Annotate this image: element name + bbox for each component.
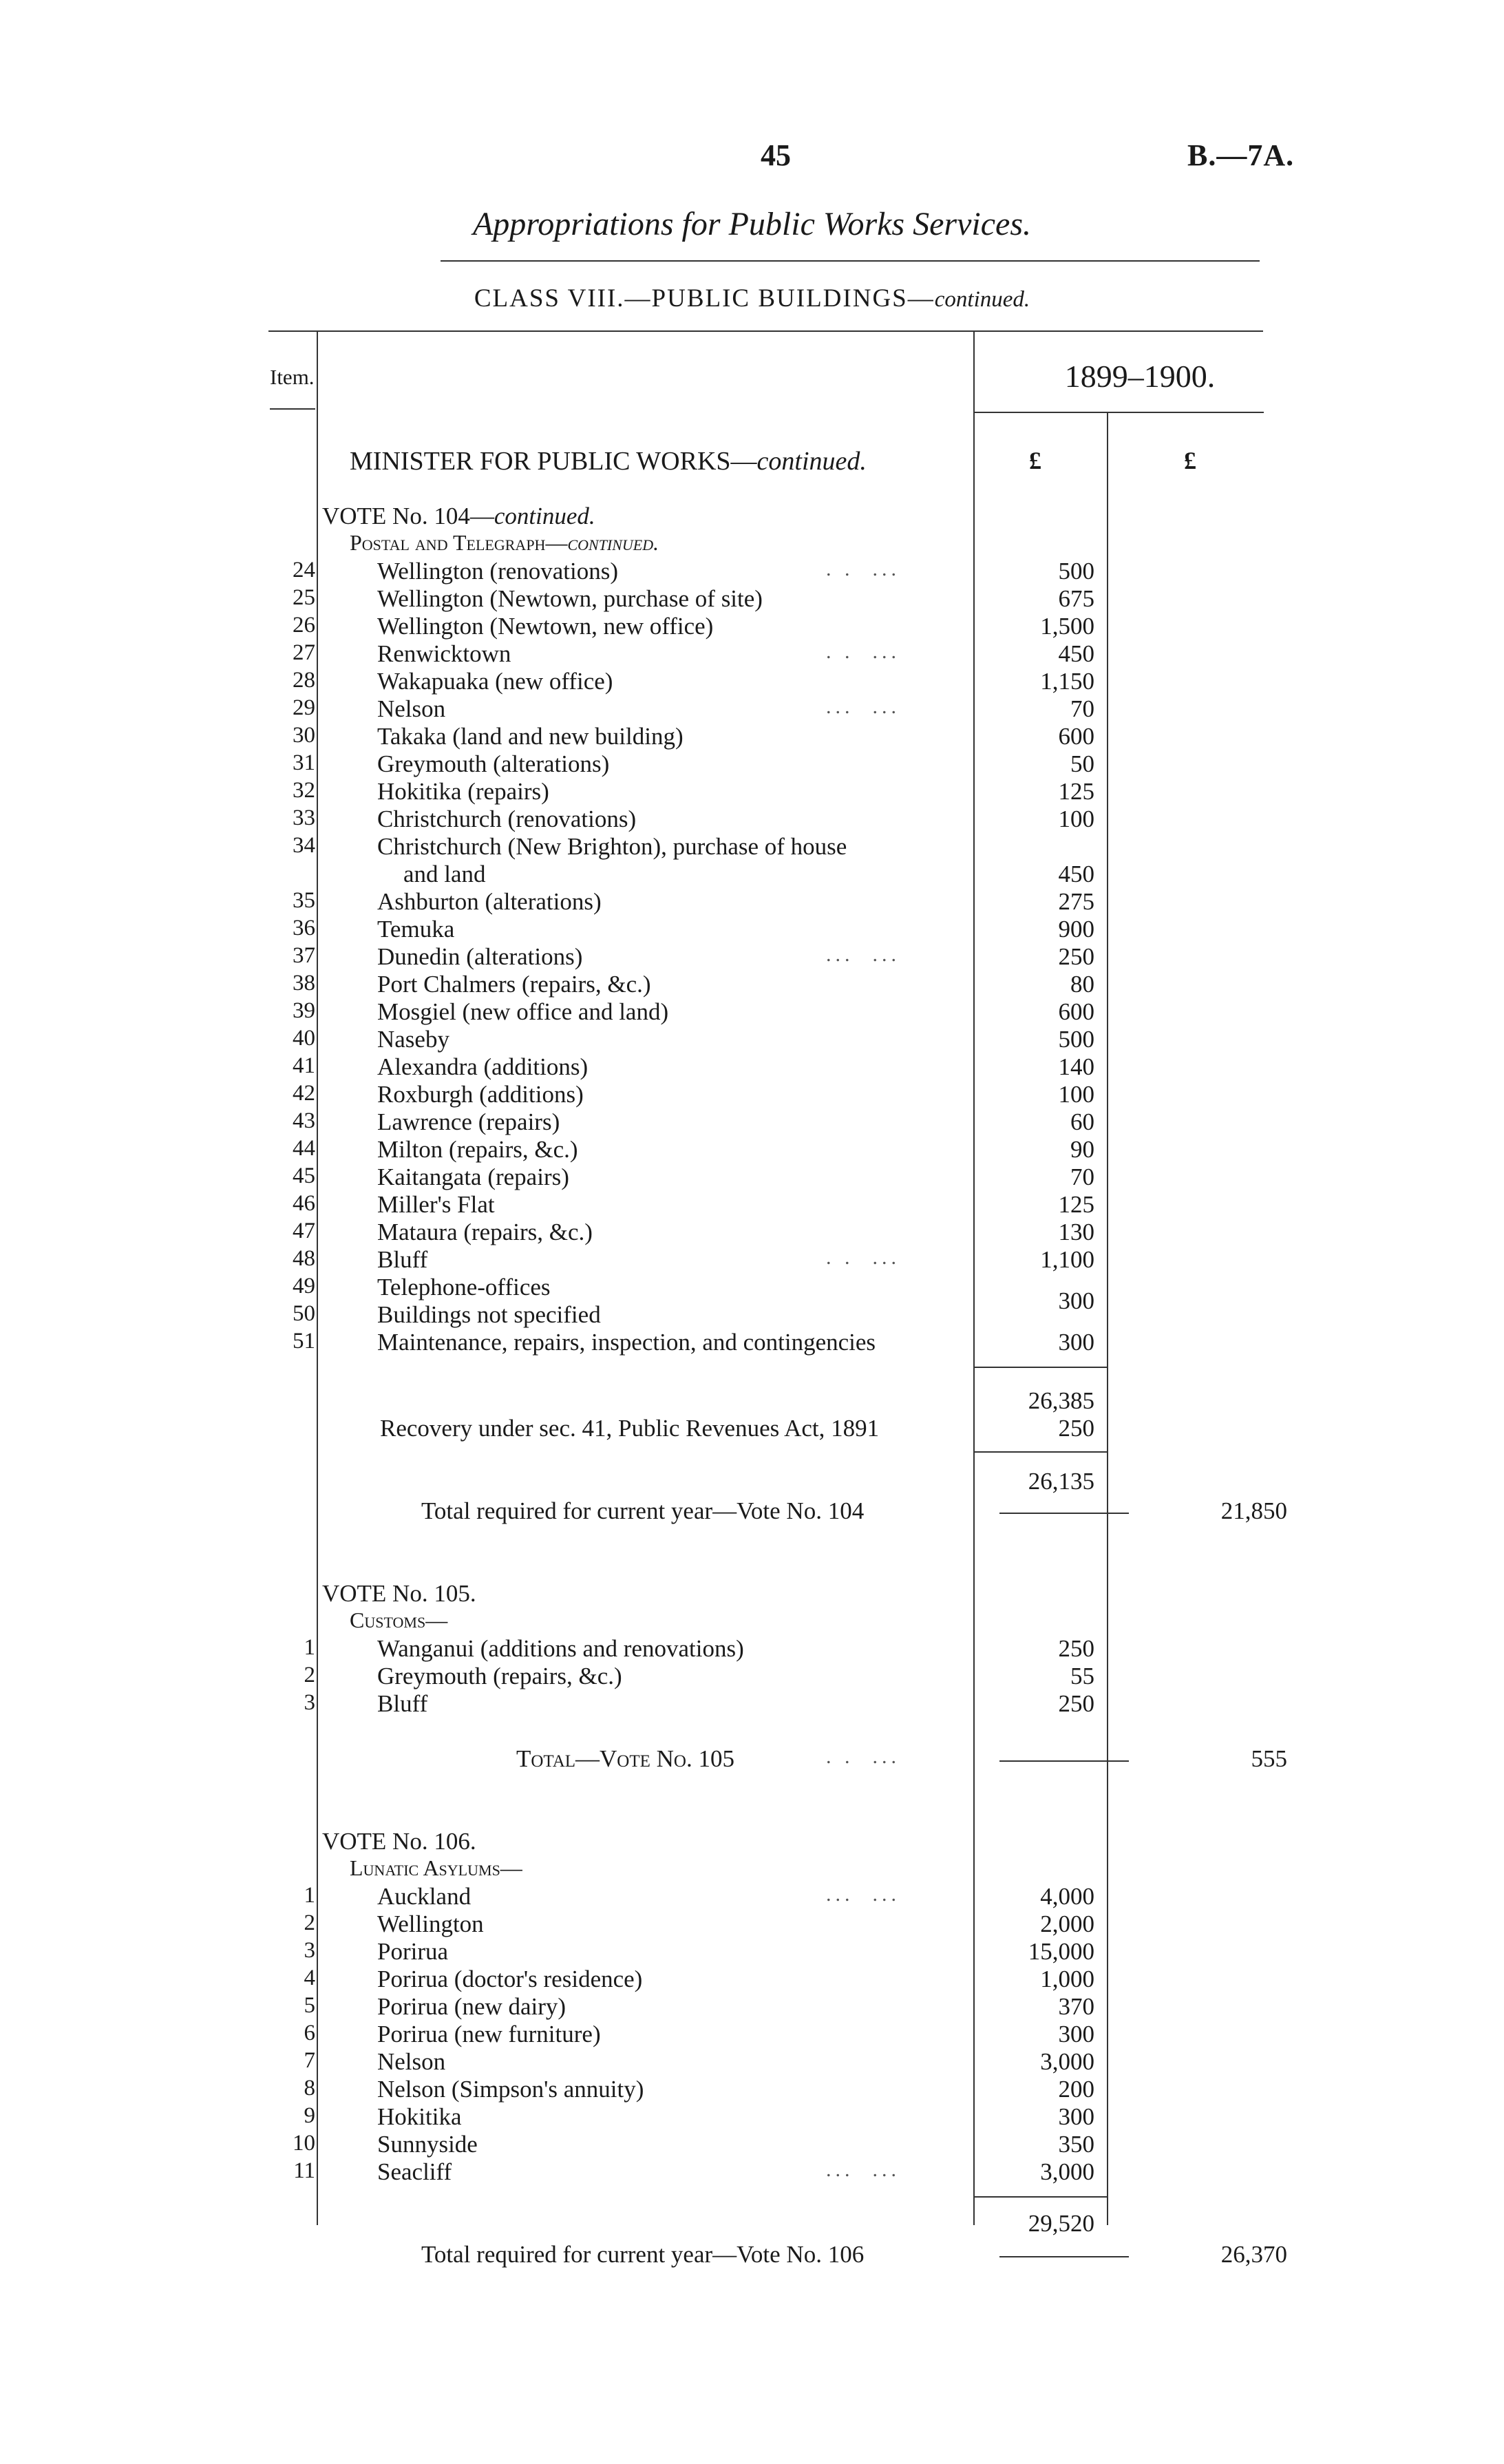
item-number: 38 bbox=[293, 971, 315, 996]
leader-dots: ... ... bbox=[826, 2158, 900, 2181]
item-number: 43 bbox=[293, 1108, 315, 1133]
bracketed-amount: 300 bbox=[1058, 1287, 1094, 1314]
item-description: Alexandra (additions) bbox=[377, 1053, 589, 1080]
item-number: 37 bbox=[293, 943, 315, 968]
item-description-continued: and land bbox=[403, 861, 486, 887]
item-description: Takaka (land and new building) bbox=[377, 723, 684, 750]
item-description: Lawrence (repairs) bbox=[377, 1108, 560, 1135]
item-description: Port Chalmers (repairs, &c.) bbox=[377, 971, 651, 998]
item-amount: 200 bbox=[1058, 2076, 1094, 2103]
leader-dots: ... ... bbox=[826, 1883, 900, 1906]
item-description: Porirua bbox=[377, 1938, 449, 1965]
item-number: 9 bbox=[304, 2103, 315, 2128]
page-title: Appropriations for Public Works Services. bbox=[472, 206, 1032, 242]
item-number: 29 bbox=[293, 695, 315, 720]
item-amount: 140 bbox=[1058, 1053, 1094, 1080]
amount-column-line bbox=[973, 332, 975, 2225]
vote-105-total: 555 bbox=[1251, 1745, 1287, 1772]
item-number: 51 bbox=[293, 1329, 315, 1354]
item-description: Bluff bbox=[377, 1690, 428, 1717]
item-description: Sunnyside bbox=[377, 2131, 478, 2158]
vote-105-subheading: Customs— bbox=[350, 1608, 448, 1632]
item-number: 36 bbox=[293, 916, 315, 940]
item-number: 39 bbox=[293, 998, 315, 1023]
vote-106-subtotal: 29,520 bbox=[1028, 2210, 1094, 2237]
item-amount: 1,000 bbox=[1040, 1966, 1094, 1992]
item-description: Dunedin (alterations) bbox=[377, 943, 583, 970]
document-reference: B.—7A. bbox=[1187, 138, 1295, 172]
item-number: 2 bbox=[304, 1910, 315, 1935]
recovery-amount: 250 bbox=[1058, 1415, 1094, 1442]
leader-dots: . . ... bbox=[826, 558, 900, 580]
pound-symbol-left: £ bbox=[1029, 447, 1041, 474]
item-number: 1 bbox=[304, 1883, 315, 1908]
item-amount: 250 bbox=[1058, 1635, 1094, 1662]
item-description: Christchurch (New Brighton), purchase of house bbox=[377, 833, 847, 860]
item-number: 4 bbox=[304, 1966, 315, 1990]
year-column-header: 1899–1900. bbox=[1064, 359, 1216, 394]
item-amount: 500 bbox=[1058, 1026, 1094, 1053]
item-amount: 100 bbox=[1058, 805, 1094, 832]
item-number: 30 bbox=[293, 723, 315, 748]
item-description: Nelson bbox=[377, 2048, 446, 2075]
item-amount: 70 bbox=[1070, 695, 1094, 722]
item-amount: 1,100 bbox=[1040, 1246, 1094, 1273]
vote-104-subtotal: 26,385 bbox=[1028, 1387, 1094, 1414]
item-amount: 675 bbox=[1058, 585, 1094, 612]
item-amount: 125 bbox=[1058, 1191, 1094, 1218]
item-number: 45 bbox=[293, 1163, 315, 1188]
item-amount: 250 bbox=[1058, 943, 1094, 970]
item-number: 44 bbox=[293, 1136, 315, 1161]
item-column-line bbox=[317, 332, 318, 2225]
item-number: 2 bbox=[304, 1663, 315, 1687]
item-amount: 1,500 bbox=[1040, 613, 1094, 640]
item-description: Nelson bbox=[377, 695, 446, 722]
item-description: Greymouth (repairs, &c.) bbox=[377, 1663, 622, 1689]
vote-106-total-label: Total required for current year—Vote No. 106 bbox=[421, 2241, 865, 2268]
vote-106-heading: VOTE No. 106. bbox=[322, 1828, 476, 1855]
item-number: 24 bbox=[293, 558, 315, 582]
item-number: 35 bbox=[293, 888, 315, 913]
item-amount: 300 bbox=[1058, 2103, 1094, 2130]
item-number: 3 bbox=[304, 1690, 315, 1715]
item-number: 48 bbox=[293, 1246, 315, 1271]
leader-dots: . . ... bbox=[826, 640, 900, 663]
item-number: 25 bbox=[293, 585, 315, 610]
item-description: Roxburgh (additions) bbox=[377, 1081, 584, 1108]
subtotal-rule bbox=[975, 1367, 1107, 1368]
item-amount: 100 bbox=[1058, 1081, 1094, 1108]
item-number: 40 bbox=[293, 1026, 315, 1051]
item-description: Auckland bbox=[377, 1883, 472, 1910]
title-rule bbox=[441, 260, 1260, 262]
item-description: Wellington (Newtown, new office) bbox=[377, 613, 714, 640]
vote-104-total-label: Total required for current year—Vote No. 104 bbox=[421, 1497, 865, 1524]
leader-dots: . . ... bbox=[826, 1246, 900, 1269]
item-amount: 450 bbox=[1058, 861, 1094, 887]
leader-dots: . . ... bbox=[826, 1745, 900, 1768]
item-description: Buildings not specified bbox=[377, 1301, 601, 1328]
item-description: Miller's Flat bbox=[377, 1191, 495, 1218]
vote-104-net: 26,135 bbox=[1028, 1468, 1094, 1495]
total-dash bbox=[999, 1513, 1129, 1514]
item-number: 27 bbox=[293, 640, 315, 665]
vote-104-heading: VOTE No. 104—continued. bbox=[322, 503, 595, 529]
item-amount: 450 bbox=[1058, 640, 1094, 667]
item-description: Hokitika bbox=[377, 2103, 462, 2130]
item-description: Porirua (new furniture) bbox=[377, 2021, 601, 2047]
item-amount: 15,000 bbox=[1028, 1938, 1094, 1965]
item-number: 7 bbox=[304, 2048, 315, 2073]
item-description: Porirua (doctor's residence) bbox=[377, 1966, 643, 1992]
item-number: 42 bbox=[293, 1081, 315, 1106]
item-amount: 125 bbox=[1058, 778, 1094, 805]
vote-104-total: 21,850 bbox=[1220, 1497, 1287, 1524]
item-description: Ashburton (alterations) bbox=[377, 888, 602, 915]
item-description: Bluff bbox=[377, 1246, 428, 1273]
item-description: Renwicktown bbox=[377, 640, 511, 667]
item-description: Porirua (new dairy) bbox=[377, 1993, 566, 2020]
table-top-rule bbox=[268, 330, 1263, 332]
item-description: Mosgiel (new office and land) bbox=[377, 998, 669, 1025]
item-amount: 60 bbox=[1070, 1108, 1094, 1135]
item-description: Temuka bbox=[377, 916, 455, 943]
item-amount: 500 bbox=[1058, 558, 1094, 585]
item-amount: 90 bbox=[1070, 1136, 1094, 1163]
leader-dots: ... ... bbox=[826, 943, 900, 966]
recovery-label: Recovery under sec. 41, Public Revenues Act, 1891 bbox=[380, 1415, 880, 1442]
item-amount: 250 bbox=[1058, 1690, 1094, 1717]
item-description: Milton (repairs, &c.) bbox=[377, 1136, 578, 1163]
item-number: 8 bbox=[304, 2076, 315, 2100]
item-amount: 80 bbox=[1070, 971, 1094, 998]
item-description: Telephone-offices bbox=[377, 1274, 551, 1301]
net-rule bbox=[975, 1451, 1107, 1453]
item-number: 33 bbox=[293, 805, 315, 830]
item-number: 32 bbox=[293, 778, 315, 803]
item-amount: 600 bbox=[1058, 723, 1094, 750]
item-amount: 3,000 bbox=[1040, 2048, 1094, 2075]
subtotal-rule bbox=[975, 2196, 1107, 2198]
item-description: Maintenance, repairs, inspection, and contingencies bbox=[377, 1329, 876, 1356]
item-description: Wellington bbox=[377, 1910, 484, 1937]
item-description: Mataura (repairs, &c.) bbox=[377, 1219, 593, 1245]
item-description: Nelson (Simpson's annuity) bbox=[377, 2076, 644, 2103]
vote-105-total-label: Total—Vote No. 105 bbox=[516, 1745, 734, 1772]
class-heading: CLASS VIII.—PUBLIC BUILDINGS—continued. bbox=[474, 284, 1030, 313]
leader-dots: ... ... bbox=[826, 695, 900, 718]
total-dash bbox=[999, 1760, 1129, 1762]
item-column-header: Item. bbox=[270, 365, 315, 389]
item-header-rule bbox=[270, 408, 315, 410]
item-amount: 2,000 bbox=[1040, 1910, 1094, 1937]
item-amount: 55 bbox=[1070, 1663, 1094, 1689]
item-number: 1 bbox=[304, 1635, 315, 1660]
item-number: 50 bbox=[293, 1301, 315, 1326]
item-amount: 1,150 bbox=[1040, 668, 1094, 695]
item-number: 26 bbox=[293, 613, 315, 638]
year-header-rule bbox=[975, 412, 1264, 413]
item-description: Wanganui (additions and renovations) bbox=[377, 1635, 744, 1662]
page-number: 45 bbox=[761, 138, 791, 172]
subtotal-column-line bbox=[1107, 413, 1108, 2225]
item-amount: 300 bbox=[1058, 2021, 1094, 2047]
item-amount: 130 bbox=[1058, 1219, 1094, 1245]
item-description: Kaitangata (repairs) bbox=[377, 1163, 569, 1190]
item-amount: 275 bbox=[1058, 888, 1094, 915]
item-amount: 370 bbox=[1058, 1993, 1094, 2020]
item-amount: 900 bbox=[1058, 916, 1094, 943]
item-number: 3 bbox=[304, 1938, 315, 1963]
item-number: 41 bbox=[293, 1053, 315, 1078]
item-number: 28 bbox=[293, 668, 315, 693]
item-amount: 4,000 bbox=[1040, 1883, 1094, 1910]
total-dash bbox=[999, 2256, 1129, 2257]
vote-104-subheading: Postal and Telegraph—continued. bbox=[350, 530, 659, 555]
item-description: Wellington (renovations) bbox=[377, 558, 619, 585]
pound-symbol-right: £ bbox=[1184, 447, 1196, 474]
item-number: 46 bbox=[293, 1191, 315, 1216]
item-description: Wakapuaka (new office) bbox=[377, 668, 613, 695]
vote-106-subheading: Lunatic Asylums— bbox=[350, 1855, 522, 1880]
item-description: Hokitika (repairs) bbox=[377, 778, 549, 805]
item-description: Greymouth (alterations) bbox=[377, 750, 610, 777]
item-number: 31 bbox=[293, 750, 315, 775]
item-number: 6 bbox=[304, 2021, 315, 2045]
item-amount: 300 bbox=[1058, 1329, 1094, 1356]
vote-106-total: 26,370 bbox=[1220, 2241, 1287, 2268]
item-number: 34 bbox=[293, 833, 315, 858]
minister-heading: MINISTER FOR PUBLIC WORKS—continued. bbox=[350, 447, 867, 476]
item-description: Naseby bbox=[377, 1026, 449, 1053]
item-number: 47 bbox=[293, 1219, 315, 1243]
item-description: Seacliff bbox=[377, 2158, 452, 2185]
item-number: 49 bbox=[293, 1274, 315, 1298]
item-amount: 50 bbox=[1070, 750, 1094, 777]
item-number: 11 bbox=[293, 2158, 315, 2183]
vote-105-heading: VOTE No. 105. bbox=[322, 1580, 476, 1607]
item-amount: 350 bbox=[1058, 2131, 1094, 2158]
item-amount: 3,000 bbox=[1040, 2158, 1094, 2185]
item-amount: 70 bbox=[1070, 1163, 1094, 1190]
item-number: 10 bbox=[293, 2131, 315, 2156]
item-number: 5 bbox=[304, 1993, 315, 2018]
item-description: Christchurch (renovations) bbox=[377, 805, 637, 832]
item-description: Wellington (Newtown, purchase of site) bbox=[377, 585, 763, 612]
item-amount: 600 bbox=[1058, 998, 1094, 1025]
